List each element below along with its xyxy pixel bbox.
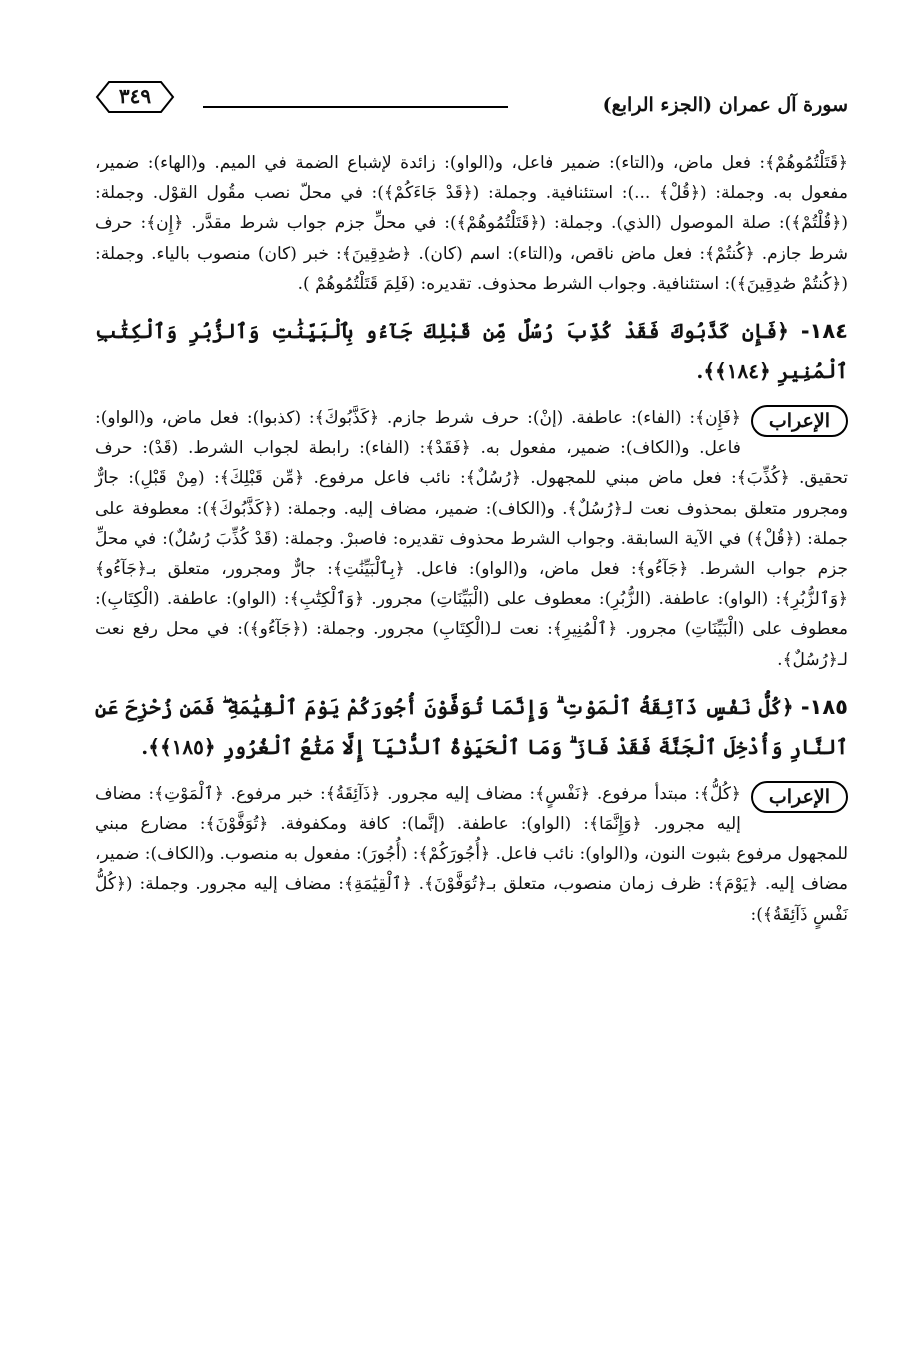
verse-number: ١٨٤- bbox=[800, 319, 848, 344]
irab-paragraph: ﴿كُلُّ﴾: مبتدأ مرفوع. ﴿نَفْسٍ﴾: مضاف إليه مجرور. ﴿ذَآئِقَةُ﴾: خبر مرفوع. ﴿ٱلْمَوْتِ﴾: مضاف إليه مجرور. ﴿وَإِنَّمَا﴾: (الواو): عاطفة. (إنَّما): كافة ومكفوفة. ﴿تُوَفَّوْنَ﴾: مضارع مبني للمجهول مرفوع بثبوت النون، و(الواو): نائب فاعل. ﴿أُجُورَكُمْ﴾: (أُجُورَ): مفعول به منصوب. و(الكاف): ضمير، مضاف إليه. ﴿يَوْمَ﴾: ظرف زمان منصوب، متعلق بـ﴿تُوَفَّوْنَ﴾. ﴿ٱلْقِيَٰمَةِ﴾: مضاف إليه مجرور. وجملة: (﴿كُلُّ نَفْسٍ ذَآئِقَةُ﴾): bbox=[95, 783, 848, 925]
verse-184 bbox=[95, 311, 848, 391]
irab-label-badge: الإعراب bbox=[751, 405, 848, 437]
page-number-badge bbox=[95, 80, 175, 114]
page-number: ٣٤٩ bbox=[118, 84, 152, 108]
header-rule bbox=[203, 106, 508, 108]
page-header bbox=[95, 70, 848, 130]
irab-paragraph: ﴿فَإِن﴾: (الفاء): عاطفة. (إنْ): حرف شرط جازم. ﴿كَذَّبُوكَ﴾: (كذبوا): فعل ماض، و(الواو): فاعل. و(الكاف): ضمير، مفعول به. ﴿فَقَدْ﴾: (الفاء): رابطة لجواب الشرط. (قَدْ): حرف تحقيق. ﴿كُذِّبَ﴾: فعل ماض مبني للمجهول. ﴿رُسُلٌ﴾: نائب فاعل مرفوع. ﴿مِّن قَبْلِكَ﴾: (مِنْ قَبْلِ): جارٌّ ومجرور متعلق بمحذوف نعت لـ﴿رُسُلٌ﴾. و(الكاف): ضمير، مضاف إليه. وجملة: (﴿كَذَّبُوكَ﴾): معطوفة على جملة: (﴿قُلْ﴾) في الآية السابقة. وجواب الشرط محذوف تقديره: فاصبرْ. وجملة: (قَدْ كُذِّبَ رُسُلٌ): في محلِّ جزم جواب الشرط. ﴿جَآءُو﴾: فعل ماض، و(الواو): فاعل. ﴿بِٱلْبَيِّنَٰتِ﴾: جارٌّ ومجرور، متعلق بـ﴿جَآءُو﴾ ﴿وَٱلزُّبُرِ﴾: (الواو): عاطفة. (الزُّبُرِ): معطوف على (الْبَيِّنَاتِ) مجرور. ﴿وَٱلْكِتَٰبِ﴾: (الواو): عاطفة. (الْكِتَابِ): معطوف على (الْبَيِّنَاتِ) مجرور. ﴿ٱلْمُنِيرِ﴾: نعت لـ(الْكِتَابِ) مجرور. وجملة: (﴿جَآءُو﴾): في محل رفع نعت لـ﴿رُسُلٌ﴾. bbox=[95, 408, 848, 670]
irab-section-184 bbox=[95, 403, 848, 675]
irab-section-185 bbox=[95, 779, 848, 930]
verse-number: ١٨٥- bbox=[800, 694, 848, 719]
irab-continuation-paragraph: ﴿قَتَلْتُمُوهُمْ﴾: فعل ماض، و(التاء): ضمير فاعل، و(الواو): زائدة لإشباع الضمة في الميم. و(الهاء): ضمير، مفعول به. وجملة: (﴿قُلْ﴾ ...): استئنافية. وجملة: (﴿قَدْ جَاءَكُمْ﴾): في محلّ نصب مقُول القوْل. وجملة: (﴿قُلْتُمْ﴾): صلة الموصول (الذي). وجملة: (﴿قَتَلْتُمُوهُمْ﴾): في محلِّ جزم جواب شرط مقدَّر. ﴿إِن﴾: حرف شرط جازم. ﴿كُنتُمْ﴾: فعل ماض ناقص، و(التاء): اسم (كان). ﴿صَٰدِقِينَ﴾: خبر (كان) منصوب بالياء. وجملة: (﴿كُنتُمْ صَٰدِقِينَ﴾): استئنافية. وجواب الشرط محذوف. تقديره: (فَلِمَ قَتَلْتُمُوهُمْ ). bbox=[95, 153, 848, 294]
page-body bbox=[95, 148, 848, 930]
verse-185 bbox=[95, 687, 848, 767]
verse-text: ﴿فَإِن كَذَّبُوكَ فَقَدْ كُذِّبَ رُسُلٌ مِّن قَبْلِكَ جَآءُو بِٱلْبَيِّنَٰتِ وَٱلزُّبُرِ وَٱلْكِتَٰبِ ٱلْمُنِيرِ ﴿١٨٤﴾﴾. bbox=[95, 319, 848, 384]
surah-title: سورة آل عمران (الجزء الرابع) bbox=[602, 94, 848, 116]
verse-text: ﴿كُلُّ نَفْسٍ ذَآئِقَةُ ٱلْمَوْتِ ۗ وَإِنَّمَا تُوَفَّوْنَ أُجُورَكُمْ يَوْمَ ٱلْقِيَٰمَةِ ۖ فَمَن زُحْزِحَ عَنِ ٱلنَّارِ وَأُدْخِلَ ٱلْجَنَّةَ فَقَدْ فَازَ ۗ وَمَا ٱلْحَيَوٰةُ ٱلدُّنْيَآ إِلَّا مَتَٰعُ ٱلْغُرُورِ ﴿١٨٥﴾﴾. bbox=[95, 694, 848, 759]
irab-label-badge: الإعراب bbox=[751, 781, 848, 813]
